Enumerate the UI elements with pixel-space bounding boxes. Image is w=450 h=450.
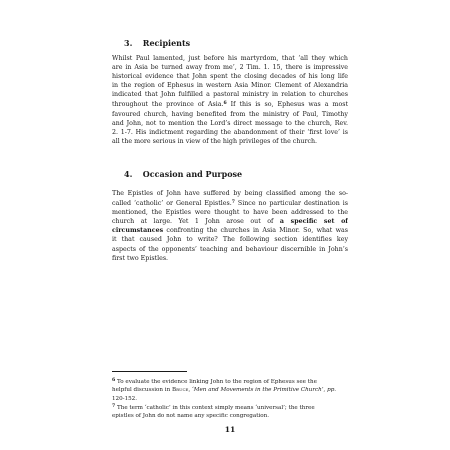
footnote-line [112,403,348,412]
text-fragment: called ‘catholic’ or General Epistles. [112,200,232,208]
text-fragment: Since no particular destination is [234,200,348,208]
text-fragment: confronting the churches in Asia Minor. So, what was [163,227,348,235]
text-line: in the region of Ephesus in western Asia Minor. Clement of Alexandria [112,82,348,90]
text-line: and John, not to mention the Lord’s direct message to the church, Rev. [112,119,348,127]
page [112,0,348,450]
emphasis-text: circumstances [112,227,164,235]
text-fragment: helpful discussion in [112,387,172,394]
text-line: mentioned, the Epistles were thought to have been addressed to the [112,209,348,217]
footnote-line: 120-152. [112,395,138,402]
section-heading-occasion [124,169,242,179]
footnote-ref[interactable]: 7 [231,200,235,206]
footnote-number: 7 [112,404,116,409]
text-line [112,226,348,235]
footnote-line: epistles of John do not name any specific congregation. [112,413,269,420]
text-line: first two Epistles. [112,254,169,262]
occasion-paragraph [112,189,348,263]
text-line: 2. 1-7. His indictment regarding the abandonment of their ‘first love’ is [112,128,348,136]
text-fragment: The term ‘catholic’ in this context simply means ‘universal’; the three [115,405,315,411]
section-number: 4. [124,169,133,179]
section-title: Recipients [142,38,191,48]
emphasis-text: a specific set of [279,218,348,226]
text-line [112,198,348,208]
book-title: , ‘Men and Movements in the Primitive Church’, pp. [188,387,337,394]
text-line: all the more serious in view of the high privileges of the church. [112,137,318,145]
footnote-6 [112,377,348,403]
footnote-divider [112,371,187,372]
footnote-line [112,386,348,394]
section-title: Occasion and Purpose [142,169,243,179]
text-line: aspects of the opponents’ teaching and behaviour discernible in John’s [112,245,348,253]
footnote-number: 6 [112,378,116,383]
text-line: indicated that John fulfilled a pastoral ministry in relation to churches [112,91,348,99]
text-line: it that caused John to write? The following section identifies key [112,236,348,244]
page-number: 11 [224,425,236,434]
text-line: historical evidence that John spent the closing decades of his long life [112,73,348,81]
text-line [112,99,348,109]
text-line: Whilst Paul lamented, just before his martyrdom, that ‘all they which [112,55,348,62]
section-number: 3. [124,38,133,48]
footnote-ref[interactable]: 6 [223,101,227,107]
text-fragment: church at large. Yet 1 John arose out of [112,218,280,226]
text-line [112,217,348,226]
author-name: Bruce [171,387,189,394]
recipients-paragraph [112,54,348,146]
text-line: favoured church, having benefited from the ministry of Paul, Timothy [112,110,348,118]
text-line: are in Asia be turned away from me’, 2 Tim. 1. 15, there is impressive [112,64,348,72]
footnote-7 [112,403,348,421]
text-fragment: throughout the province of Asia. [112,101,224,109]
text-line: The Epistles of John have suffered by being classified among the so- [112,190,348,197]
footnote-line [112,377,348,386]
text-fragment: To evaluate the evidence linking John to the region of Ephesus see the [115,379,317,385]
section-heading-recipients [124,38,190,48]
text-fragment: If this is so, Ephesus was a most [226,101,348,109]
